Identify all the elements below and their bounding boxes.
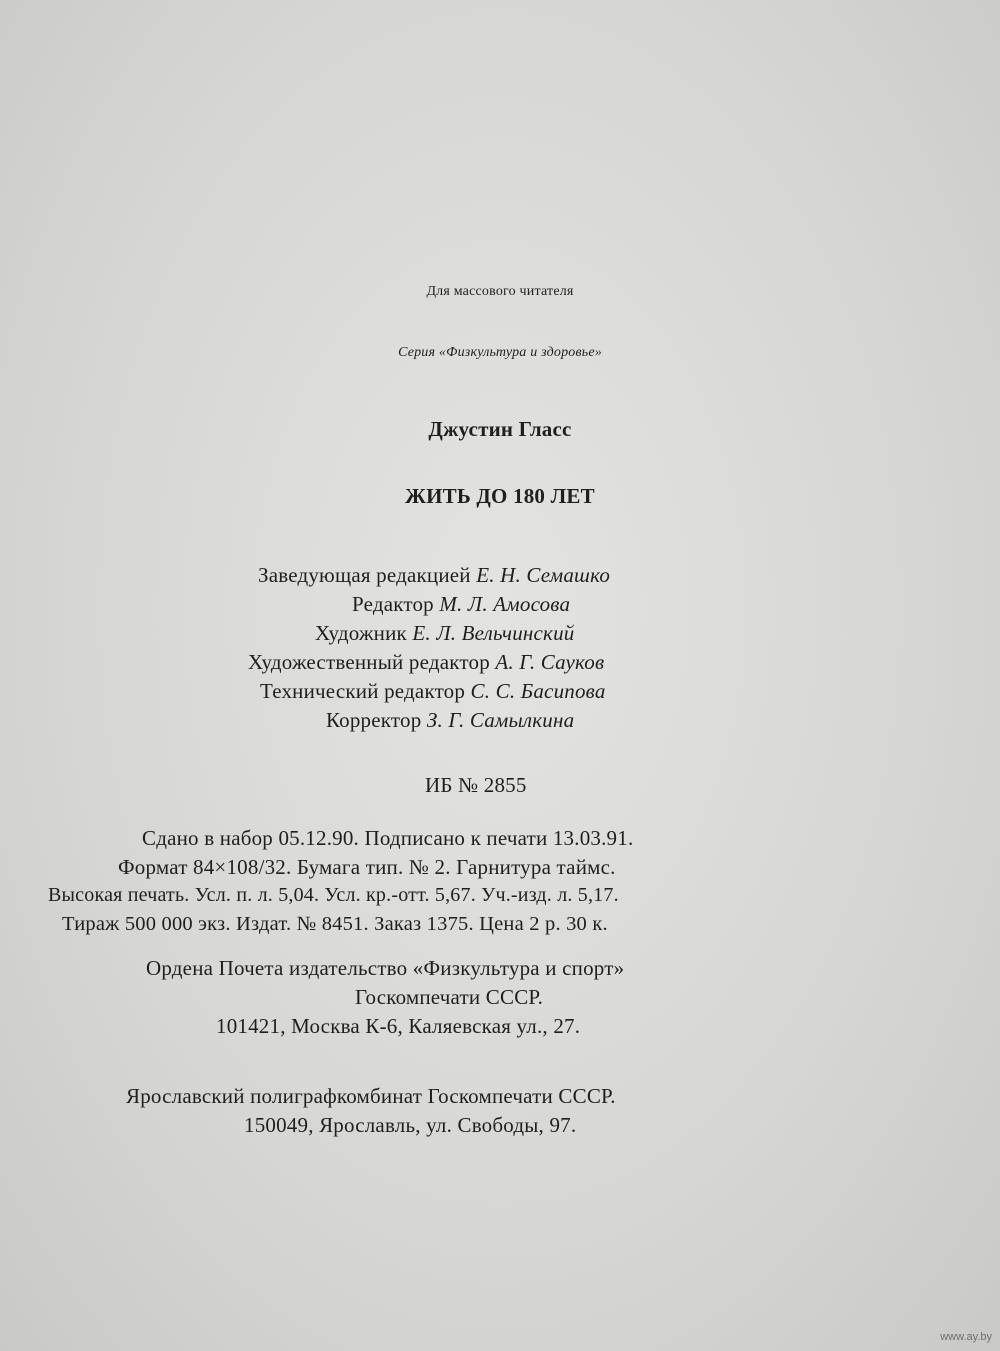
credit-name: Е. Н. Семашко <box>476 563 611 587</box>
print-detail-line: Высокая печать. Усл. п. л. 5,04. Усл. кр.-отт. 5,67. Уч.-изд. л. 5,17. <box>48 884 619 906</box>
print-detail-line: Сдано в набор 05.12.90. Подписано к печати 13.03.91. <box>142 826 634 850</box>
book-title: ЖИТЬ ДО 180 ЛЕТ <box>405 484 595 508</box>
publisher-line: Госкомпечати СССР. <box>355 985 544 1009</box>
credit-line <box>260 679 606 704</box>
author-name: Джустин Гласс <box>428 417 572 441</box>
ib-number: ИБ № 2855 <box>425 773 527 797</box>
credit-name: С. С. Басипова <box>470 679 606 703</box>
print-detail-line: Формат 84×108/32. Бумага тип. № 2. Гарнитура таймс. <box>118 855 616 879</box>
credit-role: Корректор <box>326 708 422 732</box>
credit-name: А. Г. Сауков <box>495 650 605 674</box>
credit-role: Художественный редактор <box>248 650 490 674</box>
credit-line <box>258 563 610 588</box>
credit-line <box>326 708 574 733</box>
print-detail-line: Тираж 500 000 экз. Издат. № 8451. Заказ 1375. Цена 2 р. 30 к. <box>62 913 608 935</box>
credit-line <box>315 621 574 646</box>
series-name: «Физкультура и здоровье» <box>438 345 602 360</box>
publisher-line: 101421, Москва К-6, Каляевская ул., 27. <box>216 1014 581 1038</box>
publisher-line: Ордена Почета издательство «Физкультура и спорт» <box>146 956 625 980</box>
credit-name: З. Г. Самылкина <box>426 708 575 732</box>
series-prefix: Серия <box>398 345 439 360</box>
series-line <box>0 345 1000 361</box>
credit-role: Технический редактор <box>260 679 466 703</box>
printer-line: Ярославский полиграфкомбинат Госкомпечати СССР. <box>126 1084 616 1108</box>
credit-name: Е. Л. Вельчинский <box>412 621 575 645</box>
credit-name: М. Л. Амосова <box>439 592 571 616</box>
printer-line: 150049, Ярославль, ул. Свободы, 97. <box>244 1113 577 1137</box>
credit-role: Заведующая редакцией <box>258 563 471 587</box>
credit-line <box>248 650 604 675</box>
credit-role: Художник <box>315 621 407 645</box>
credit-line <box>352 592 570 617</box>
audience-note: Для массового читателя <box>426 284 574 299</box>
credit-role: Редактор <box>352 592 434 616</box>
site-watermark: www.ay.by <box>940 1331 992 1343</box>
